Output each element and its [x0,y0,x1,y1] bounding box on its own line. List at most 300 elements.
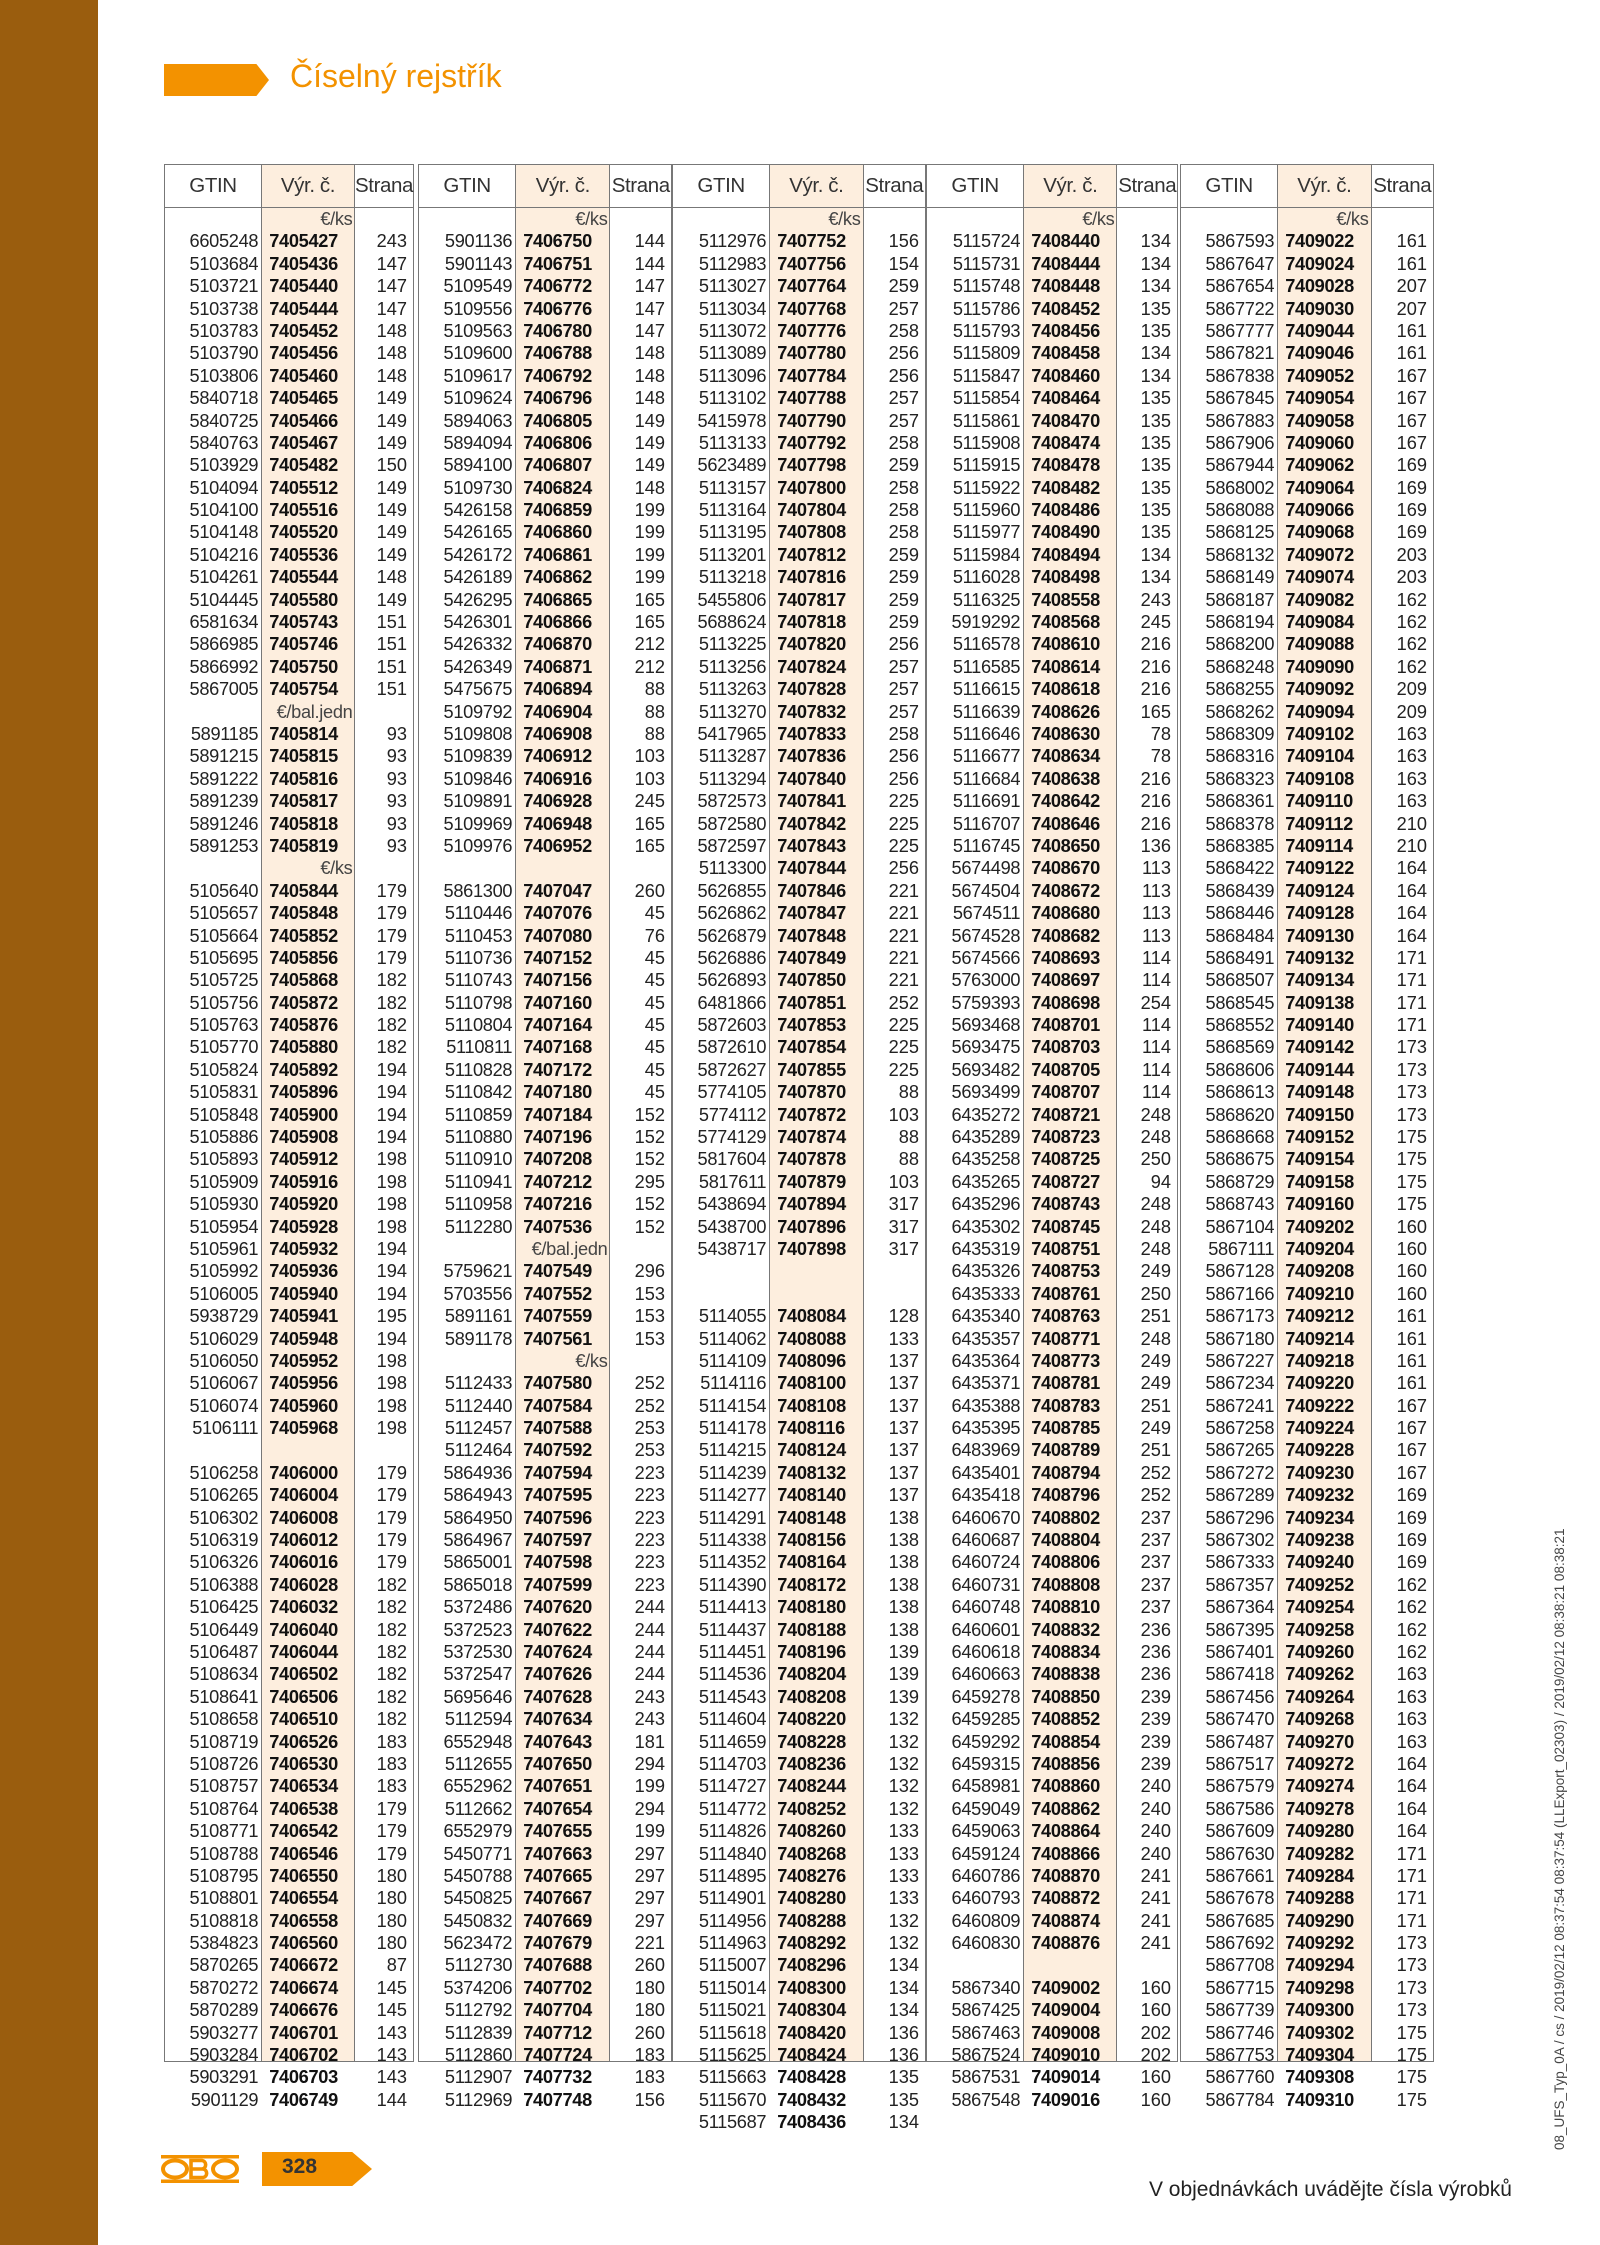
item-number-cell: 7405819 [269,835,338,856]
gtin-cell: 5109730 [443,477,513,498]
page-cell: 223 [634,1485,665,1506]
item-number-cell: 7408482 [1031,477,1100,498]
page-cell [610,1350,671,1372]
page-cell: 103 [888,1171,920,1192]
page-cell: 180 [376,1933,407,1954]
gtin-cell: 5114116 [700,1373,767,1394]
item-number-cell: 7406560 [269,1933,338,1954]
item-number-cell: 7408148 [777,1507,846,1528]
item-number-cell: 7406859 [523,500,592,521]
page-cell: 252 [634,1373,665,1394]
gtin-cell: 5868422 [1205,858,1275,879]
item-number-cell: 7409044 [1285,320,1354,341]
gtin-cell: 5867845 [1205,388,1275,409]
gtin-cell: 5104100 [189,500,259,521]
item-number-cell: 7406534 [269,1776,338,1797]
gtin-cell: 5865001 [443,1552,513,1573]
item-number-cell: 7408288 [777,1910,846,1931]
gtin-cell: 5438700 [697,1216,767,1237]
page-cell: 133 [888,1865,920,1886]
gtin-cell: 5867524 [951,2045,1021,2066]
page-cell: 163 [1396,746,1428,767]
gtin-cell: 5868743 [1205,1194,1275,1215]
page-cell: 199 [634,1821,665,1842]
gtin-cell: 5867586 [1205,1798,1275,1819]
item-number-cell: 7405868 [269,970,338,991]
gtin-cell: 5113201 [698,544,767,565]
gtin-cell: 5693475 [951,1037,1021,1058]
gtin-cell: 5106326 [189,1552,259,1573]
gtin-cell: 5110842 [444,1082,513,1103]
page-cell: 78 [1150,723,1171,744]
gtin-cell: 5109563 [443,320,513,341]
gtin-cell: 5109846 [443,768,513,789]
item-number-cell: 7406012 [269,1530,338,1551]
item-number-cell: 7408180 [777,1597,846,1618]
page-cell: 225 [888,1037,920,1058]
item-number-cell: 7409240 [1285,1552,1354,1573]
gtin-cell: 5868668 [1205,1127,1275,1148]
item-number-cell: 7409218 [1285,1350,1354,1371]
item-number-cell: 7408763 [1031,1306,1100,1327]
gtin-cell: 5110811 [446,1037,513,1058]
page-cell: 194 [376,1238,407,1259]
item-number-cell: 7408785 [1031,1418,1100,1439]
page-cell: 149 [634,455,665,476]
page-cell: 171 [1396,1843,1428,1864]
gtin-cell: 5110743 [444,970,513,991]
item-number-cell: 7406032 [269,1597,338,1618]
item-number-cell: 7405960 [269,1395,338,1416]
gtin-cell: 5114277 [698,1485,767,1506]
page-cell: 252 [1140,1485,1171,1506]
page-cell: 154 [888,253,920,274]
gtin-cell: 5115984 [952,544,1021,565]
header-item: Výr. č. [515,165,610,207]
page-cell: 87 [386,1955,407,1976]
page-cell: 163 [1396,791,1428,812]
item-number-cell: 7407702 [523,1977,592,1998]
page-number: 328 [282,2155,318,2178]
item-number-cell: 7406538 [269,1798,338,1819]
item-number-cell: 7409152 [1285,1127,1354,1148]
item-number-cell: 7407843 [777,835,846,856]
table-header [1181,165,1433,208]
gtin-cell: 5115021 [698,2000,767,2021]
item-number-cell: 7407894 [777,1194,846,1215]
page-cell [355,208,413,230]
gtin-cell: 5113072 [698,320,767,341]
item-number-cell: 7407853 [777,1015,846,1036]
item-number-cell: 7409068 [1285,522,1354,543]
gtin-cell: 5867463 [951,2022,1021,2043]
gtin-cell: 5112440 [444,1395,513,1416]
item-number-cell: 7406870 [523,634,592,655]
gtin-cell: 5475675 [443,679,513,700]
item-number-cell: 7407620 [523,1597,592,1618]
index-table-2 [418,164,672,2110]
page-cell: 183 [376,1776,407,1797]
page-cell: 93 [386,835,407,856]
gtin-cell: 5115793 [952,320,1021,341]
page-cell: 179 [376,1552,407,1573]
item-number-cell: 7406861 [523,544,592,565]
item-number-cell: 7407626 [523,1664,592,1685]
gtin-cell [419,1350,515,1372]
item-number-cell: 7406894 [523,679,592,700]
gtin-cell: 5867401 [1205,1642,1275,1662]
item-number-cell: 7406672 [269,1955,338,1976]
page-cell: 171 [1396,1015,1428,1036]
unit-label: €/ks [1336,209,1369,229]
page-cell: 169 [1396,477,1428,498]
item-number-cell: 7407654 [523,1798,592,1819]
item-number-cell: 7407832 [777,701,846,722]
page-cell: 162 [1396,1642,1428,1662]
gtin-cell: 5114895 [698,1865,767,1886]
page-cell: 148 [634,388,665,409]
gtin-cell: 5105763 [189,1015,259,1036]
item-number-cell: 7409144 [1285,1059,1354,1080]
item-number-cell: 7407820 [777,634,846,655]
item-number-cell: 7408862 [1031,1798,1100,1819]
page-cell: 161 [1396,343,1428,364]
gtin-cell: 5867784 [1205,2089,1275,2110]
item-number-cell: 7408705 [1031,1059,1100,1080]
item-number-cell: 7406506 [269,1686,338,1707]
item-number-cell: 7409024 [1285,253,1354,274]
gtin-cell: 5891161 [444,1306,513,1327]
item-number-cell: 7407870 [777,1082,846,1103]
header-gtin: GTIN [443,174,491,197]
page-column [355,208,413,2110]
page-cell: 182 [376,992,407,1013]
gtin-cell: 5867883 [1205,410,1275,431]
item-number-cell: 7407855 [777,1059,846,1080]
gtin-cell: 5867289 [1205,1485,1275,1506]
item-number-cell: 7409140 [1285,1015,1354,1036]
gtin-cell: 5417965 [697,723,767,744]
gtin-cell: 5114215 [698,1440,767,1461]
gtin-cell: 6460670 [951,1507,1021,1528]
gtin-cell: 5113102 [698,388,767,409]
item-number-cell: 7408456 [1031,320,1100,341]
page-cell: 221 [888,970,920,991]
page-cell: 137 [888,1395,920,1416]
page-cell: 161 [1396,1373,1428,1394]
page-cell: 239 [1140,1686,1171,1707]
page-cell: 143 [376,2067,407,2088]
item-number-cell: 7408140 [777,1485,846,1506]
gtin-cell: 5115908 [952,432,1021,453]
item-number-cell: 7408753 [1031,1261,1100,1282]
gtin-cell: 5867821 [1205,343,1275,364]
item-number-cell: 7405928 [269,1216,338,1237]
item-number-cell: 7407833 [777,723,846,744]
gtin-cell: 5867166 [1205,1283,1275,1304]
page-cell: 151 [376,656,407,677]
gtin-cell: 5450832 [443,1910,513,1931]
item-number-cell: 7409028 [1285,276,1354,297]
item-number-cell: 7407798 [777,455,846,476]
item-number-cell: 7408428 [777,2067,846,2088]
page-cell: 138 [888,1507,920,1528]
item-number-cell: 7409060 [1285,432,1354,453]
page-cell: 216 [1140,813,1171,834]
page-cell: 151 [376,612,407,633]
index-table-5 [1180,164,1434,2110]
item-number-cell: 7408292 [777,1933,846,1954]
gtin-cell [165,857,261,879]
item-number-cell: 7406928 [523,791,592,812]
gtin-cell: 5108726 [189,1753,259,1774]
page-cell: 199 [634,522,665,543]
item-number-cell: 7409088 [1285,634,1354,655]
page-cell: 136 [1140,835,1171,856]
gtin-cell: 6459292 [951,1731,1021,1752]
gtin-cell: 5891253 [189,835,259,856]
page-cell: 76 [644,925,665,946]
gtin-cell: 6460786 [951,1865,1021,1886]
item-number-cell: 7407816 [777,567,846,588]
page-cell: 139 [888,1664,920,1685]
item-number-cell: 7409122 [1285,858,1354,879]
page-cell: 160 [1396,1216,1428,1237]
gtin-cell: 5110910 [444,1149,513,1170]
page-cell: 241 [1140,1910,1171,1931]
gtin-cell: 5426158 [443,500,513,521]
page-cell: 169 [1396,455,1428,476]
gtin-cell: 5105909 [189,1171,259,1192]
gtin-cell: 5106425 [189,1597,259,1618]
gtin-cell: 5861300 [443,880,513,901]
item-number-cell: 7407655 [523,1821,592,1842]
item-number-cell [770,1283,862,1305]
gtin-cell: 5867678 [1205,1888,1275,1909]
page-cell: 258 [888,723,920,744]
gtin-cell: 5116615 [952,679,1021,700]
gtin-cell: 5109891 [443,791,513,812]
index-table-1 [164,164,414,2110]
item-number-cell: 7408701 [1031,1015,1100,1036]
item-number-cell: 7409238 [1285,1530,1354,1551]
gtin-cell: 5114826 [698,1821,767,1842]
page-cell: 134 [888,1977,920,1998]
gtin-cell: 5114178 [698,1418,767,1439]
page-cell: 209 [1396,701,1428,722]
item-number-cell: 7406788 [523,343,592,364]
item-number-cell: 7405916 [269,1171,338,1192]
gtin-cell: 5116707 [952,813,1021,834]
gtin-cell: 5110736 [444,947,513,968]
gtin-cell: 5868620 [1205,1104,1275,1125]
item-number-cell: 7408568 [1031,612,1100,633]
gtin-cell: 5868569 [1205,1037,1275,1058]
page-cell: 163 [1396,1731,1428,1752]
page-cell: 149 [376,589,407,610]
gtin-cell: 5106487 [189,1642,259,1662]
gtin-cell: 5114413 [698,1597,767,1618]
item-number-cell: 7405900 [269,1104,338,1125]
gtin-cell: 5867654 [1205,276,1275,297]
gtin-cell: 6435289 [951,1127,1021,1148]
item-number-cell: 7407879 [777,1171,846,1192]
page-cell: 171 [1396,992,1428,1013]
page-cell: 175 [1396,1171,1428,1192]
item-number-cell: 7407592 [523,1440,592,1461]
gtin-cell: 5870272 [189,1977,259,1998]
item-number-cell: 7409108 [1285,768,1354,789]
item-number-cell: 7406871 [523,656,592,677]
item-number-cell: 7406676 [269,2000,338,2021]
page-cell: 93 [386,791,407,812]
page-cell: 153 [634,1306,665,1327]
gtin-cell [419,208,515,230]
item-number-cell: 7405908 [269,1127,338,1148]
gtin-cell: 5867647 [1205,253,1275,274]
page-cell: 240 [1140,1843,1171,1864]
item-number-cell: 7407552 [523,1283,592,1304]
page-cell: 198 [376,1194,407,1215]
item-number-cell: 7408296 [777,1955,846,1976]
page-cell: 182 [376,1686,407,1707]
gtin-cell: 5867722 [1205,298,1275,319]
page-cell: 137 [888,1440,920,1461]
page-cell: 88 [644,701,665,722]
item-number-cell: 7408703 [1031,1037,1100,1058]
item-number-cell: 7409208 [1285,1261,1354,1282]
page-cell: 162 [1396,1597,1428,1618]
gtin-cell: 6460687 [951,1530,1021,1551]
page-cell: 167 [1396,1440,1428,1461]
gtin-cell: 5106265 [189,1485,259,1506]
item-number-cell: 7405520 [269,522,338,543]
gtin-cell: 5865018 [443,1574,513,1595]
page-cell: 94 [1150,1171,1171,1192]
gtin-cell: 5113034 [698,298,767,319]
header-gtin: GTIN [951,174,999,197]
page-cell: 257 [888,410,920,431]
page-cell: 148 [376,365,407,386]
gtin-cell: 5115847 [952,365,1021,386]
page-cell: 202 [1140,2045,1171,2066]
gtin-cell: 5116691 [952,791,1021,812]
item-number-cell: 7408108 [777,1395,846,1416]
item-number-cell: 7409022 [1285,231,1354,252]
page-cell: 134 [1140,567,1171,588]
item-number-cell: 7407748 [523,2089,592,2110]
gtin-cell: 6435296 [951,1194,1021,1215]
page-cell: 248 [1140,1104,1171,1125]
gtin-cell: 6435401 [951,1462,1021,1483]
left-color-band [0,0,98,2245]
gtin-cell: 5104216 [189,544,259,565]
page-cell: 173 [1396,1977,1428,1998]
item-number-cell: 7407808 [777,522,846,543]
gtin-cell: 5115786 [952,298,1021,319]
item-number-cell: 7408204 [777,1664,846,1685]
gtin-cell: 5110880 [444,1127,513,1148]
gtin-cell: 5112433 [444,1373,513,1394]
item-number-cell: 7409302 [1285,2022,1354,2043]
item-number-cell: 7407212 [523,1171,592,1192]
page-cell: 257 [888,656,920,677]
page-cell: 145 [376,1977,407,1998]
item-number-cell: 7409150 [1285,1104,1354,1125]
gtin-cell: 5110798 [444,992,513,1013]
page-cell: 164 [1396,925,1428,946]
gtin-cell [927,208,1023,230]
item-number-cell: 7408650 [1031,835,1100,856]
item-number-cell: 7407804 [777,500,846,521]
page-cell: 147 [634,320,665,341]
gtin-cell: 5674511 [952,903,1021,924]
item-number-cell: 7408196 [777,1642,846,1662]
page-cell: 162 [1396,656,1428,677]
item-number-cell: 7409220 [1285,1373,1354,1394]
page-cell: 175 [1396,2067,1428,2088]
item-number-cell: 7407598 [523,1552,592,1573]
gtin-cell: 5868255 [1205,679,1275,700]
page-cell: 113 [1141,880,1171,901]
gtin-cell: 5114963 [698,1933,767,1954]
gtin-cell: 5110804 [444,1015,513,1036]
gtin-cell: 5872627 [697,1059,767,1080]
gtin-cell: 5105893 [189,1149,259,1170]
page-cell: 182 [376,1642,407,1662]
page-cell: 162 [1396,634,1428,655]
item-number-cell: 7408796 [1031,1485,1100,1506]
item-number-cell: 7406912 [523,746,592,767]
page-cell: 138 [888,1619,920,1640]
page-cell: 198 [376,1373,407,1394]
item-number-cell: 7407196 [523,1127,592,1148]
page-cell: 103 [634,746,665,767]
page-cell [1117,208,1177,230]
page-cell: 139 [888,1686,920,1707]
gtin-cell: 5105954 [189,1216,259,1237]
page-cell: 248 [1140,1238,1171,1259]
gtin-cell: 5867258 [1205,1418,1275,1439]
item-number-cell: 7409280 [1285,1821,1354,1842]
gtin-cell: 6552962 [443,1776,513,1797]
gtin-cell: 5903291 [189,2067,259,2088]
item-number-cell: 7407663 [523,1843,592,1864]
page-cell: 153 [634,1283,665,1304]
page-cell: 258 [888,522,920,543]
item-number-cell: 7407667 [523,1888,592,1909]
item-number-cell: 7409264 [1285,1686,1354,1707]
page-cell: 135 [1140,320,1171,341]
header-page: Strana [1373,174,1432,197]
item-number-cell: 7407580 [523,1373,592,1394]
item-number-cell: 7408789 [1031,1440,1100,1461]
page-cell: 297 [634,1865,665,1886]
gtin-cell: 5693468 [951,1015,1021,1036]
page-cell: 212 [634,634,665,655]
page-cell: 182 [376,1597,407,1618]
page-cell [610,1238,671,1260]
gtin-cell: 5759393 [951,992,1021,1013]
gtin-cell: 5114390 [698,1574,767,1595]
gtin-cell: 5867241 [1205,1395,1275,1416]
gtin-cell: 5103929 [189,455,259,476]
item-number-cell [770,1260,862,1282]
gtin-cell: 5867364 [1205,1597,1275,1618]
gtin-cell: 6458981 [951,1776,1021,1797]
item-number-cell: 7408672 [1031,880,1100,901]
page-cell: 221 [888,925,920,946]
